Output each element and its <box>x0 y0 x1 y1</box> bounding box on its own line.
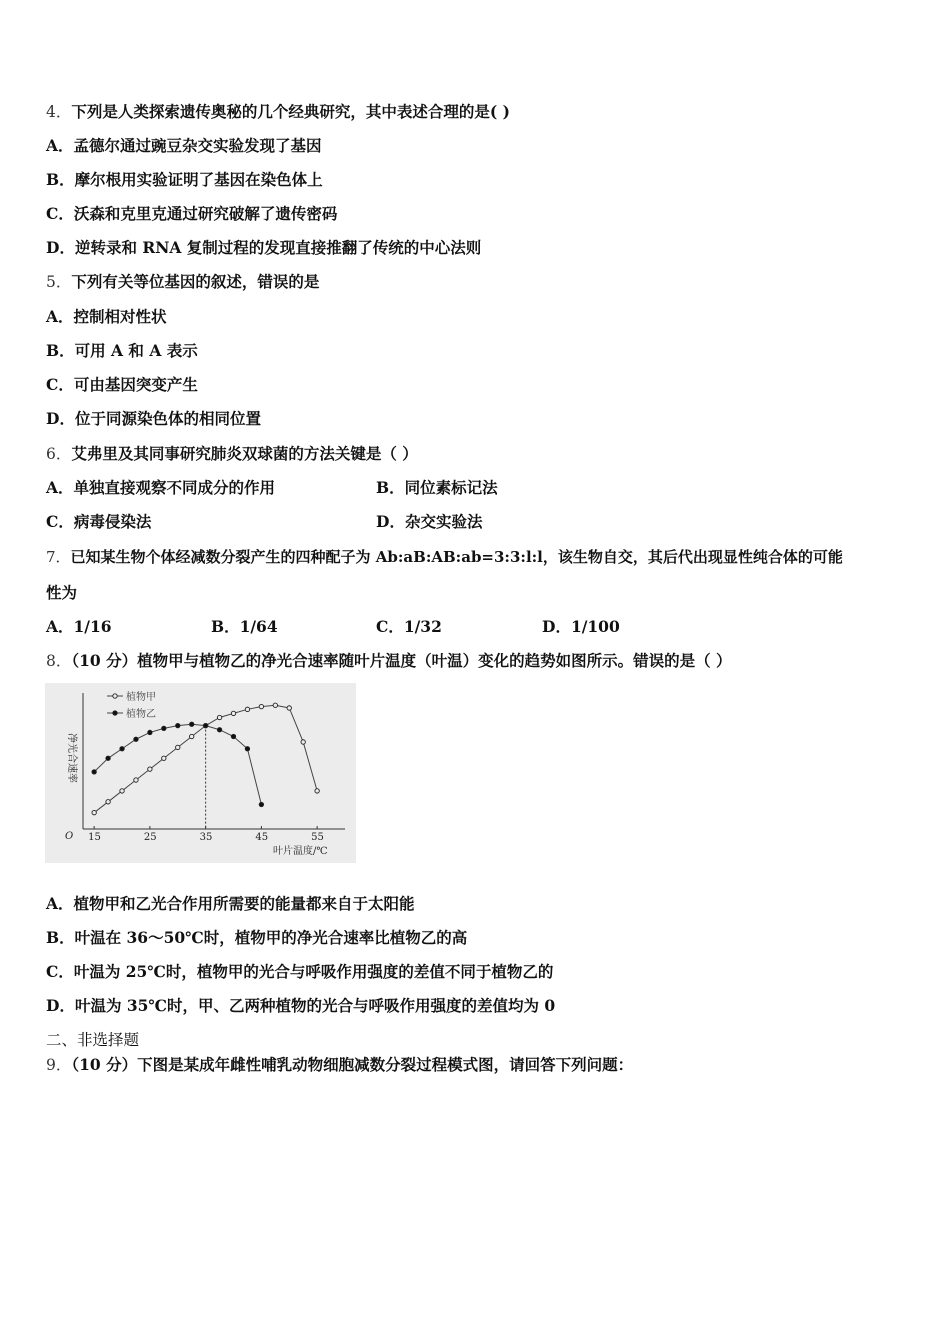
question-text: （10 分）植物甲与植物乙的净光合速率随叶片温度（叶温）变化的趋势如图所示。错误的是（ ） <box>71 651 732 670</box>
q4-option-a: A．孟德尔通过豌豆杂交实验发现了基因 <box>46 136 322 155</box>
q6-option-b: B．同位素标记法 <box>376 478 498 497</box>
data-point <box>106 756 110 760</box>
q5-option-c: C．可由基因突变产生 <box>46 375 198 394</box>
data-point <box>245 747 249 751</box>
legend-marker <box>113 711 117 715</box>
x-tick-label: 45 <box>255 832 269 843</box>
data-point <box>176 745 180 749</box>
y-axis-label: 净光合速率 <box>66 733 77 783</box>
data-point <box>259 704 263 708</box>
q6-option-c: C．病毒侵染法 <box>46 512 152 531</box>
question-7-stem <box>46 547 843 567</box>
data-point <box>231 711 235 715</box>
q7-option-b: B．1/64 <box>211 617 278 636</box>
legend-marker <box>113 694 117 698</box>
legend-label: 植物乙 <box>126 709 156 720</box>
question-text: 下列有关等位基因的叙述，错误的是 <box>71 272 320 291</box>
question-9-stem <box>46 1055 633 1075</box>
question-number: 8． <box>46 652 72 670</box>
q8-option-d: D．叶温为 35℃时，甲、乙两种植物的光合与呼吸作用强度的差值均为 0 <box>46 996 556 1015</box>
q8-option-b: B．叶温在 36～50℃时，植物甲的净光合速率比植物乙的高 <box>46 928 468 947</box>
q5-option-d: D．位于同源染色体的相同位置 <box>46 409 261 428</box>
legend-label: 植物甲 <box>126 692 156 703</box>
q4-option-d: D．逆转录和 RNA 复制过程的发现直接推翻了传统的中心法则 <box>46 238 482 257</box>
question-5-stem <box>46 272 319 292</box>
section-title: 二、非选择题 <box>46 1031 140 1049</box>
data-point <box>148 767 152 771</box>
data-point <box>176 723 180 727</box>
question-number: 5． <box>46 273 72 291</box>
data-point <box>162 726 166 730</box>
q4-option-c: C．沃森和克里克通过研究破解了遗传密码 <box>46 204 338 223</box>
data-point <box>120 789 124 793</box>
question-text: （10 分）下图是某成年雌性哺乳动物细胞减数分裂过程模式图，请回答下列问题： <box>71 1055 634 1074</box>
data-point <box>148 730 152 734</box>
x-tick-label: 25 <box>143 832 157 843</box>
x-tick-label: 15 <box>88 832 101 843</box>
data-point <box>231 734 235 738</box>
data-point <box>245 707 249 711</box>
question-text: 艾弗里及其同事研究肺炎双球菌的方法关键是（ ） <box>71 444 418 463</box>
q6-option-d: D．杂交实验法 <box>376 512 483 531</box>
question-4-stem <box>46 102 510 122</box>
photosynthesis-temperature-chart <box>45 683 356 863</box>
q8-option-c: C．叶温为 25℃时，植物甲的光合与呼吸作用强度的差值不同于植物乙的 <box>46 962 554 981</box>
question-6-stem <box>46 444 418 464</box>
x-axis-label: 叶片温度/℃ <box>273 846 328 857</box>
data-point <box>120 747 124 751</box>
q6-option-a: A．单独直接观察不同成分的作用 <box>46 478 276 497</box>
q7-option-d: D．1/100 <box>542 617 620 636</box>
data-point <box>134 737 138 741</box>
q7-option-a: A．1/16 <box>46 617 112 636</box>
data-point <box>203 723 207 727</box>
q7-option-c: C．1/32 <box>376 617 442 636</box>
question-number: 7． <box>46 548 71 566</box>
data-point <box>217 715 221 719</box>
data-point <box>190 722 194 726</box>
q4-option-b: B．摩尔根用实验证明了基因在染色体上 <box>46 170 323 189</box>
chart-svg <box>45 683 356 863</box>
data-point <box>273 703 277 707</box>
question-number: 9． <box>46 1056 72 1074</box>
question-text: 已知某生物个体经减数分裂产生的四种配子为 Ab:aB:AB:ab=3:3:l:l，该生物自交，其后代出现显性纯合体的可能 <box>70 548 843 566</box>
data-point <box>92 770 96 774</box>
q5-option-b: B．可用 A 和 A 表示 <box>46 341 198 360</box>
x-tick-label: 55 <box>311 832 324 843</box>
x-tick-label: 35 <box>199 832 213 843</box>
question-number: 4． <box>46 103 72 121</box>
data-point <box>315 789 319 793</box>
data-point <box>92 810 96 814</box>
data-point <box>259 802 263 806</box>
question-text: 下列是人类探索遗传奥秘的几个经典研究，其中表述合理的是( ) <box>71 102 510 121</box>
question-8-stem <box>46 651 732 671</box>
question-number: 6． <box>46 445 72 463</box>
q8-option-a: A．植物甲和乙光合作用所需要的能量都来自于太阳能 <box>46 894 415 913</box>
data-point <box>287 706 291 710</box>
origin-label: O <box>65 831 74 842</box>
data-point <box>162 756 166 760</box>
data-point <box>190 734 194 738</box>
data-point <box>217 728 221 732</box>
data-point <box>134 778 138 782</box>
data-point <box>106 800 110 804</box>
q5-option-a: A．控制相对性状 <box>46 307 167 326</box>
question-7-stem-cont: 性为 <box>46 583 78 602</box>
data-point <box>301 740 305 744</box>
